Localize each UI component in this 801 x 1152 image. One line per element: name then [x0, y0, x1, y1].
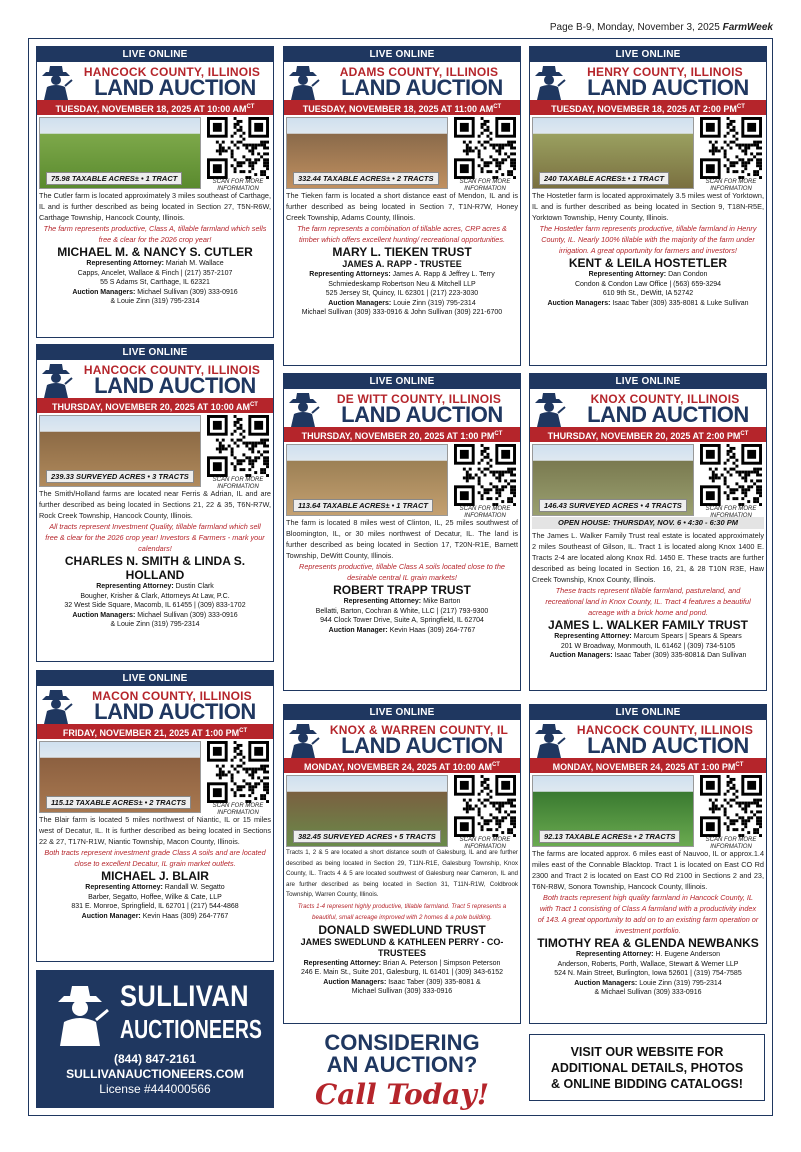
manager-text: Louie Zinn (319) 795-2314 — [393, 299, 476, 307]
auction-manager-line — [37, 912, 273, 922]
scan-label: SCAN FOR MORE INFORMATION — [212, 803, 264, 816]
trustee-name: JAMES A. RAPP - TRUSTEE — [342, 259, 462, 269]
farm-description: The Tieken farm is located a short distance east of Mendon, IL and is further described as being located in Section 7, T1N-R7W, Honey Creek Township, Adams County, Illinois. — [286, 191, 518, 222]
card-media — [37, 117, 273, 192]
attorney-line: Condon & Condon Law Office | (563) 659-3294 — [574, 280, 722, 288]
card-media — [530, 444, 766, 519]
attorney-label: Representing Attorney: — [575, 951, 654, 958]
call-today: Call Today! — [314, 1078, 490, 1111]
attorney-line: 944 Clock Tower Drive, Suite A, Springfield, IL 62704 — [320, 617, 484, 624]
auctioneer-logo-icon — [50, 980, 110, 1046]
county-title: KNOX & WARREN COUNTY, IL — [329, 723, 509, 737]
attorney-block — [530, 270, 766, 280]
auction-date — [37, 398, 273, 413]
auction-card[interactable] — [283, 373, 521, 691]
land-auction-title: LAND AUCTION — [587, 402, 749, 427]
visit-line2: ADDITIONAL DETAILS, PHOTOS — [550, 1061, 744, 1075]
managers-label: Auction Managers: — [328, 299, 392, 307]
manager-text: & Louie Zinn (319) 795-2314 — [110, 621, 200, 628]
timezone: CT — [740, 431, 749, 437]
considering-ad — [283, 1032, 521, 1111]
farm-highlight: Both tracts represent investment grade Class A soils and are located close to excellent Decatur, IL grain market outlets. — [44, 848, 266, 868]
attorney-name: Mariah M. Wallace — [165, 260, 224, 267]
open-house-banner: OPEN HOUSE: THURSDAY, NOV. 6 • 4:30 - 6:30 PM — [532, 517, 764, 529]
managers-label: Auction Managers: — [549, 652, 613, 659]
auction-manager-line — [284, 987, 520, 997]
qr-code-icon[interactable] — [207, 741, 269, 803]
auctioneer-logo-icon — [286, 722, 320, 758]
card-media — [530, 117, 766, 192]
auction-date — [530, 758, 766, 773]
land-auction-title: LAND AUCTION — [341, 75, 503, 100]
manager-text: Kevin Haas (309) 264-7767 — [142, 912, 229, 920]
scan-label: SCAN FOR MORE INFORMATION — [212, 477, 264, 490]
attorney-name: H. Eugene Anderson — [655, 951, 721, 958]
card-header — [37, 686, 273, 724]
attorney-line: 55 S Adams St, Carthage, IL 62321 — [100, 279, 210, 286]
auction-manager-line — [37, 297, 273, 307]
seller-name: MARY L. TIEKEN TRUST — [332, 245, 472, 259]
farm-highlight: The farm represents a combination of tillable acres, CRP acres & timber which offers excellent hunting/ recreational opportunities. — [297, 224, 507, 244]
managers-label: Auction Manager: — [81, 912, 141, 920]
county-title: HANCOCK COUNTY, ILLINOIS — [83, 363, 261, 377]
live-online-banner: LIVE ONLINE — [37, 47, 273, 62]
manager-text: Michael Sullivan (309) 333-0916 — [137, 288, 238, 296]
timezone: CT — [249, 402, 258, 408]
seller-name: DONALD SWEDLUND TRUST — [318, 922, 486, 937]
county-title: HENRY COUNTY, ILLINOIS — [587, 65, 743, 79]
auction-date — [284, 100, 520, 115]
timezone: CT — [491, 762, 500, 768]
farm-description: The farms are located approx. 6 miles east of Nauvoo, IL or approx.1.4 miles east of the Connable Blacktop. Tract 1 is located on East CO Rd 2300 and Tract 2 is located on East CO Rd 2100 in Sections 2 and 23, T6N-R8W, Sonora Township, Hancock County, Illinois. — [532, 849, 764, 891]
auctioneer-logo-icon — [39, 64, 73, 100]
farm-description: Tracts 1, 2 & 5 are located a short distance south of Galesburg, IL and are further described as being located in Section 29, T11N-R1E, Galesburg Township, Knox County, IL. Tracts 4 & 5 are located southwest of Galesburg near Cameron, IL and are further described as being located in Section 31, T11N-R1W, Coldbrook Township, Warren County, Illinois. — [286, 849, 518, 898]
page-header — [550, 22, 773, 33]
live-online-banner: LIVE ONLINE — [530, 47, 766, 62]
managers-label: Auction Managers: — [574, 979, 638, 987]
attorney-line: 610 9th St., DeWitt, IA 52742 — [602, 290, 694, 297]
county-title: ADAMS COUNTY, ILLINOIS — [339, 65, 499, 79]
managers-label: Auction Managers: — [72, 611, 136, 619]
managers-label: Auction Manager: — [328, 626, 388, 634]
managers-label: Auction Managers: — [72, 288, 136, 296]
farm-photo[interactable] — [39, 741, 201, 813]
attorney-line: 246 E. Main St., Suite 201, Galesburg, IL 61401 | (309) 343-6152 — [301, 969, 503, 976]
attorney-block — [284, 959, 520, 969]
attorney-line: Anderson, Roberts, Porth, Wallace, Stewart & Werner LLP — [557, 960, 739, 968]
timezone: CT — [239, 728, 248, 734]
land-auction-title: LAND AUCTION — [587, 733, 749, 758]
visit-line3: & ONLINE BIDDING CATALOGS! — [551, 1077, 743, 1091]
visit-website-box[interactable] — [529, 1034, 765, 1101]
auctioneer-logo-icon — [532, 391, 566, 427]
attorney-line: 831 E. Monroe, Springfield, IL 62701 | (217) 544-4868 — [71, 903, 239, 910]
auction-manager-line — [284, 299, 520, 309]
attorney-line: Bougher, Krisher & Clark, Attorneys At Law, P.C. — [80, 592, 230, 600]
attorney-line: Schmiedeskamp Robertson Neu & Mitchell LLP — [328, 280, 476, 288]
card-header — [530, 720, 766, 758]
sullivan-brand-box[interactable] — [36, 970, 274, 1108]
land-auction-title: LAND AUCTION — [94, 373, 256, 398]
auction-manager-line — [530, 299, 766, 309]
card-media — [530, 775, 766, 850]
auctioneer-logo-icon — [39, 688, 73, 724]
manager-text: & Louie Zinn (319) 795-2314 — [110, 298, 200, 305]
acres-label: 146.43 SURVEYED ACRES • 4 TRACTS — [539, 499, 687, 512]
card-media — [284, 775, 520, 850]
attorney-label: Representing Attorney: — [554, 633, 632, 640]
auction-manager-line — [530, 979, 766, 989]
manager-text: Michael Sullivan (309) 333-0916 & John Sullivan (309) 221-6700 — [301, 309, 503, 316]
card-media — [37, 741, 273, 816]
auction-card[interactable] — [283, 46, 521, 366]
farm-photo[interactable] — [286, 117, 448, 189]
auction-date-text: TUESDAY, NOVEMBER 18, 2025 AT 2:00 PM — [551, 104, 737, 114]
card-header — [37, 360, 273, 398]
auction-manager-line — [284, 308, 520, 318]
farm-photo[interactable] — [39, 117, 201, 189]
attorney-name: Brian A. Peterson | Simpson Peterson — [383, 959, 501, 967]
attorney-line: Barber, Segatto, Hoffee, Wilke & Cate, LLP — [88, 893, 222, 901]
farm-photo[interactable] — [532, 444, 694, 516]
attorney-line: 525 Jersey St, Quincy, IL 62301 | (217) 223-3030 — [325, 290, 479, 297]
live-online-banner: LIVE ONLINE — [530, 374, 766, 389]
visit-line1: VISIT OUR WEBSITE FOR — [570, 1045, 724, 1059]
live-online-banner: LIVE ONLINE — [37, 345, 273, 360]
attorney-block — [37, 883, 273, 893]
farm-photo[interactable] — [286, 775, 448, 847]
attorney-block — [530, 950, 766, 960]
farm-highlight: Represents productive, tillable Class A soils located close to the desirable central IL grain markets! — [299, 562, 505, 582]
attorney-name: Mike Barton — [423, 598, 461, 605]
card-header — [284, 389, 520, 427]
qr-code-icon[interactable] — [454, 444, 516, 506]
attorney-name: Dustin Clark — [175, 583, 214, 590]
attorney-block — [530, 632, 766, 642]
auction-date-text: MONDAY, NOVEMBER 24, 2025 AT 1:00 PM — [552, 762, 736, 772]
live-online-banner: LIVE ONLINE — [37, 671, 273, 686]
manager-text: Kevin Haas (309) 264-7767 — [389, 626, 476, 634]
attorney-label: Representing Attorney: — [96, 583, 174, 590]
auction-card[interactable] — [529, 46, 767, 366]
timezone: CT — [736, 104, 745, 110]
attorney-block — [37, 259, 273, 269]
scan-label: SCAN FOR MORE INFORMATION — [212, 179, 264, 192]
attorney-name: Dan Condon — [668, 271, 708, 278]
auction-date — [37, 724, 273, 739]
brand-phone: (844) 847-2161 — [113, 1052, 197, 1066]
qr-code-icon[interactable] — [207, 415, 269, 477]
seller-name: MICHAEL M. & NANCY S. CUTLER — [57, 245, 253, 259]
farm-highlight: These tracts represent tillable farmland, pastureland, and recreational land in Knox County, IL. Tract 4 features a beautiful acreage with a brick home and pond. — [545, 586, 751, 617]
card-header — [284, 720, 520, 758]
auction-card[interactable] — [529, 373, 767, 691]
auction-date-text: THURSDAY, NOVEMBER 20, 2025 AT 2:00 PM — [547, 431, 741, 441]
seller-name: MICHAEL J. BLAIR — [101, 869, 209, 883]
attorney-line: 32 West Side Square, Macomb, IL 61455 | (309) 833-1702 — [64, 602, 246, 609]
auction-manager-line — [284, 978, 520, 988]
manager-text: Michael Sullivan (309) 333-0916 — [137, 611, 238, 619]
farm-description: The Cutler farm is located approximately 3 miles southeast of Carthage, IL and is further described as being located in Section 27, T5N-R6W, Carthage Township, Hancock County, Illinois. — [39, 191, 271, 222]
seller-name: TIMOTHY REA & GLENDA NEWBANKS — [537, 936, 759, 950]
trustee-name: JAMES SWEDLUND & KATHLEEN PERRY - CO-TRUSTEES — [300, 936, 504, 958]
farm-description: The Hostetler farm is located approximately 3.5 miles west of Yorktown, IL and is further described as being located in Section 9, T18N-R5E, Yorktown Township, Henry County, Illinois. — [532, 191, 764, 222]
timezone: CT — [735, 762, 744, 768]
farm-photo[interactable] — [286, 444, 448, 516]
card-header — [530, 62, 766, 100]
brand-name-2: AUCTIONEERS — [120, 1014, 262, 1044]
county-title: MACON COUNTY, ILLINOIS — [92, 689, 252, 703]
county-title: HANCOCK COUNTY, ILLINOIS — [576, 723, 754, 737]
acres-label: 113.64 TAXABLE ACRES± • 1 TRACT — [293, 499, 433, 512]
considering-line2: AN AUCTION? — [326, 1052, 478, 1077]
live-online-banner: LIVE ONLINE — [284, 374, 520, 389]
qr-code-icon[interactable] — [700, 775, 762, 837]
scan-label: SCAN FOR MORE INFORMATION — [705, 837, 757, 850]
page-header-text: Page B-9, Monday, November 3, 2025 — [549, 22, 720, 33]
scan-label: SCAN FOR MORE INFORMATION — [705, 179, 757, 192]
card-header — [284, 62, 520, 100]
attorney-block — [37, 582, 273, 592]
county-title: HANCOCK COUNTY, ILLINOIS — [83, 65, 261, 79]
farm-highlight: All tracts represent Investment Quality, tillable farmland which sell free & clear for the 2026 crop year! Investors & Farmers - mark your calendars! — [45, 522, 265, 553]
attorney-line: 201 W Broadway, Monmouth, IL 61462 | (309) 734-5105 — [560, 642, 736, 650]
scan-label: SCAN FOR MORE INFORMATION — [459, 506, 511, 519]
card-media — [284, 117, 520, 192]
attorney-label: Representing Attorney: — [588, 271, 667, 278]
attorney-name: Marcum Spears | Spears & Spears — [633, 633, 742, 640]
scan-label: SCAN FOR MORE INFORMATION — [459, 179, 511, 192]
land-auction-title: LAND AUCTION — [94, 75, 256, 100]
seller-name: ROBERT TRAPP TRUST — [333, 583, 471, 597]
attorney-line: 524 N. Main Street, Burlington, Iowa 52601 | (319) 754-7585 — [554, 970, 742, 977]
attorney-line: Capps, Ancelet, Wallace & Finch | (217) 357-2107 — [77, 269, 233, 277]
auction-date — [530, 427, 766, 442]
card-media — [284, 444, 520, 519]
auction-date-text: MONDAY, NOVEMBER 24, 2025 AT 10:00 AM — [304, 762, 492, 772]
seller-name: CHARLES N. SMITH & LINDA S. HOLLAND — [64, 554, 246, 582]
auction-date — [284, 758, 520, 773]
farm-photo[interactable] — [532, 775, 694, 847]
acres-label: 115.12 TAXABLE ACRES± • 2 TRACTS — [46, 796, 191, 809]
timezone: CT — [493, 104, 502, 110]
brand-license: License #444000566 — [99, 1082, 211, 1096]
attorney-block — [284, 597, 520, 607]
auction-card[interactable] — [529, 704, 767, 1024]
auction-date-text: TUESDAY, NOVEMBER 18, 2025 AT 10:00 AM — [55, 104, 247, 114]
attorney-label: Representing Attorneys: — [309, 271, 391, 278]
attorney-block — [284, 270, 520, 280]
farm-photo[interactable] — [532, 117, 694, 189]
auction-manager-line — [284, 626, 520, 636]
farm-highlight: The farm represents productive, Class A, tillable farmland which sells free & clear for the 2026 crop year! — [43, 224, 267, 244]
managers-label: Auction Managers: — [323, 978, 387, 986]
considering-line1: CONSIDERING — [324, 1030, 480, 1055]
auction-date — [284, 427, 520, 442]
auctioneer-logo-icon — [532, 722, 566, 758]
qr-code-icon[interactable] — [700, 444, 762, 506]
paper-name: FarmWeek — [722, 22, 773, 33]
farm-highlight: The Hostetler farm represents productive, tillable farmland in Henry County, IL. Nearly 100% tillable with the majority of the farm under irrigation. A great opportunity for farmers and investors! — [539, 224, 757, 255]
attorney-label: Representing Attorney: — [343, 598, 422, 605]
timezone: CT — [246, 104, 255, 110]
acres-label: 75.98 TAXABLE ACRES± • 1 TRACT — [46, 172, 182, 185]
auction-manager-line — [530, 651, 766, 661]
land-auction-title: LAND AUCTION — [94, 699, 256, 724]
scan-label: SCAN FOR MORE INFORMATION — [705, 506, 757, 519]
brand-name-1: SULLIVAN — [120, 980, 250, 1013]
farm-highlight: Tracts 1-4 represent highly productive, tillable farmland. Tract 5 represents a beautiful, small acreage improved with 2 homes & a pole building. — [297, 902, 507, 921]
acres-label: 382.45 SURVEYED ACRES • 5 TRACTS — [293, 830, 441, 843]
attorney-name: Randall W. Segatto — [164, 884, 225, 891]
timezone: CT — [494, 431, 503, 437]
attorney-name: James A. Rapp & Jeffrey L. Terry — [392, 271, 495, 278]
auction-date — [37, 100, 273, 115]
auction-manager-line — [530, 988, 766, 998]
county-title: KNOX COUNTY, ILLINOIS — [590, 392, 740, 406]
qr-code-icon[interactable] — [207, 117, 269, 179]
qr-code-icon[interactable] — [454, 775, 516, 837]
seller-name: KENT & LEILA HOSTETLER — [568, 256, 728, 270]
attorney-label: Representing Attorney: — [86, 260, 164, 267]
acres-label: 239.33 SURVEYED ACRES • 3 TRACTS — [46, 470, 194, 483]
acres-label: 92.13 TAXABLE ACRES± • 2 TRACTS — [539, 830, 680, 843]
land-auction-title: LAND AUCTION — [341, 733, 503, 758]
farm-description: The Blair farm is located 5 miles northwest of Niantic, IL or 15 miles west of Decatur, IL. It is further described as being located in Sections 22 & 27, T17N-R1W, Niantic Township, Macon County, Illinois. — [39, 815, 271, 846]
card-header — [37, 62, 273, 100]
live-online-banner: LIVE ONLINE — [284, 705, 520, 720]
farm-description: The farm is located 8 miles west of Clinton, IL, 25 miles southwest of Bloomington, IL, or 30 miles northwest of Decatur, IL. The land is further described as being located in Section 17, T20N-R1E, Barnett Township, DeWitt County, Illinois. — [286, 518, 518, 560]
farm-photo[interactable] — [39, 415, 201, 487]
auction-date-text: THURSDAY, NOVEMBER 20, 2025 AT 1:00 PM — [301, 431, 495, 441]
auction-card[interactable] — [283, 704, 521, 1024]
manager-text: Isaac Taber (309) 335-8081 & Luke Sullivan — [612, 299, 749, 307]
acres-label: 240 TAXABLE ACRES± • 1 TRACT — [539, 172, 669, 185]
auction-card[interactable] — [36, 344, 274, 662]
auctioneer-logo-icon — [532, 64, 566, 100]
attorney-line: Bellatti, Barton, Cochran & White, LLC | (217) 793-9300 — [315, 607, 489, 615]
auction-manager-line — [37, 620, 273, 630]
manager-text: Isaac Taber (309) 335-8081& Dan Sullivan — [614, 652, 747, 659]
manager-text: Michael Sullivan (309) 333-0916 — [351, 988, 453, 995]
live-online-banner: LIVE ONLINE — [530, 705, 766, 720]
farm-highlight: Both tracts represent high quality farmland in Hancock County, IL with Tract 1 consisting of Class A farmland with a productivity index of 143. A great opportunity to add on to an existing farm operation or investment portfolio. — [537, 893, 759, 935]
auction-card[interactable] — [36, 46, 274, 338]
attorney-label: Representing Attorney: — [85, 884, 163, 891]
auctioneer-logo-icon — [286, 391, 320, 427]
qr-code-icon[interactable] — [454, 117, 516, 179]
qr-code-icon[interactable] — [700, 117, 762, 179]
manager-text: Louie Zinn (319) 795-2314 — [639, 979, 722, 987]
attorney-label: Representing Attorney: — [303, 959, 382, 967]
land-auction-title: LAND AUCTION — [341, 402, 503, 427]
seller-name: JAMES L. WALKER FAMILY TRUST — [547, 618, 748, 632]
auction-date-text: FRIDAY, NOVEMBER 21, 2025 AT 1:00 PM — [62, 728, 240, 738]
farm-description: The Smith/Holland farms are located near Ferris & Adrian, IL and are further described as being located in Sections 21, 22 & 35, T6N-R7W, Rock Creek Township, Hancock County, Illinois. — [39, 489, 271, 520]
auction-date-text: TUESDAY, NOVEMBER 18, 2025 AT 11:00 AM — [302, 104, 494, 114]
manager-text: & Michael Sullivan (309) 333-0916 — [594, 989, 702, 996]
brand-site: SULLIVANAUCTIONEERS.COM — [66, 1067, 244, 1081]
auctioneer-logo-icon — [286, 64, 320, 100]
auction-manager-line — [37, 288, 273, 298]
farm-description: The James L. Walker Family Trust real estate is located approximately 2 miles Southeast of Gilson, IL. Tract 1 is located along Knox 1400 E. Tracts 2-4 are located along Knox Rd. 1450 E. These tracts are further described as being located in Section 16, 21, & 28 T10N R3E, Haw Creek Township, Knox County, Illinois. — [532, 531, 764, 584]
scan-label: SCAN FOR MORE INFORMATION — [459, 837, 511, 850]
live-online-banner: LIVE ONLINE — [284, 47, 520, 62]
auction-manager-line — [37, 611, 273, 621]
managers-label: Auction Managers: — [547, 299, 611, 307]
card-media — [37, 415, 273, 490]
land-auction-title: LAND AUCTION — [587, 75, 749, 100]
auction-date — [530, 100, 766, 115]
auction-date-text: THURSDAY, NOVEMBER 20, 2025 AT 10:00 AM — [52, 402, 250, 412]
acres-label: 332.44 TAXABLE ACRES± • 2 TRACTS — [293, 172, 439, 185]
auction-card[interactable] — [36, 670, 274, 962]
card-header — [530, 389, 766, 427]
manager-text: Isaac Taber (309) 335-8081 & — [388, 978, 481, 986]
county-title: DE WITT COUNTY, ILLINOIS — [336, 392, 502, 406]
auctioneer-logo-icon — [39, 362, 73, 398]
